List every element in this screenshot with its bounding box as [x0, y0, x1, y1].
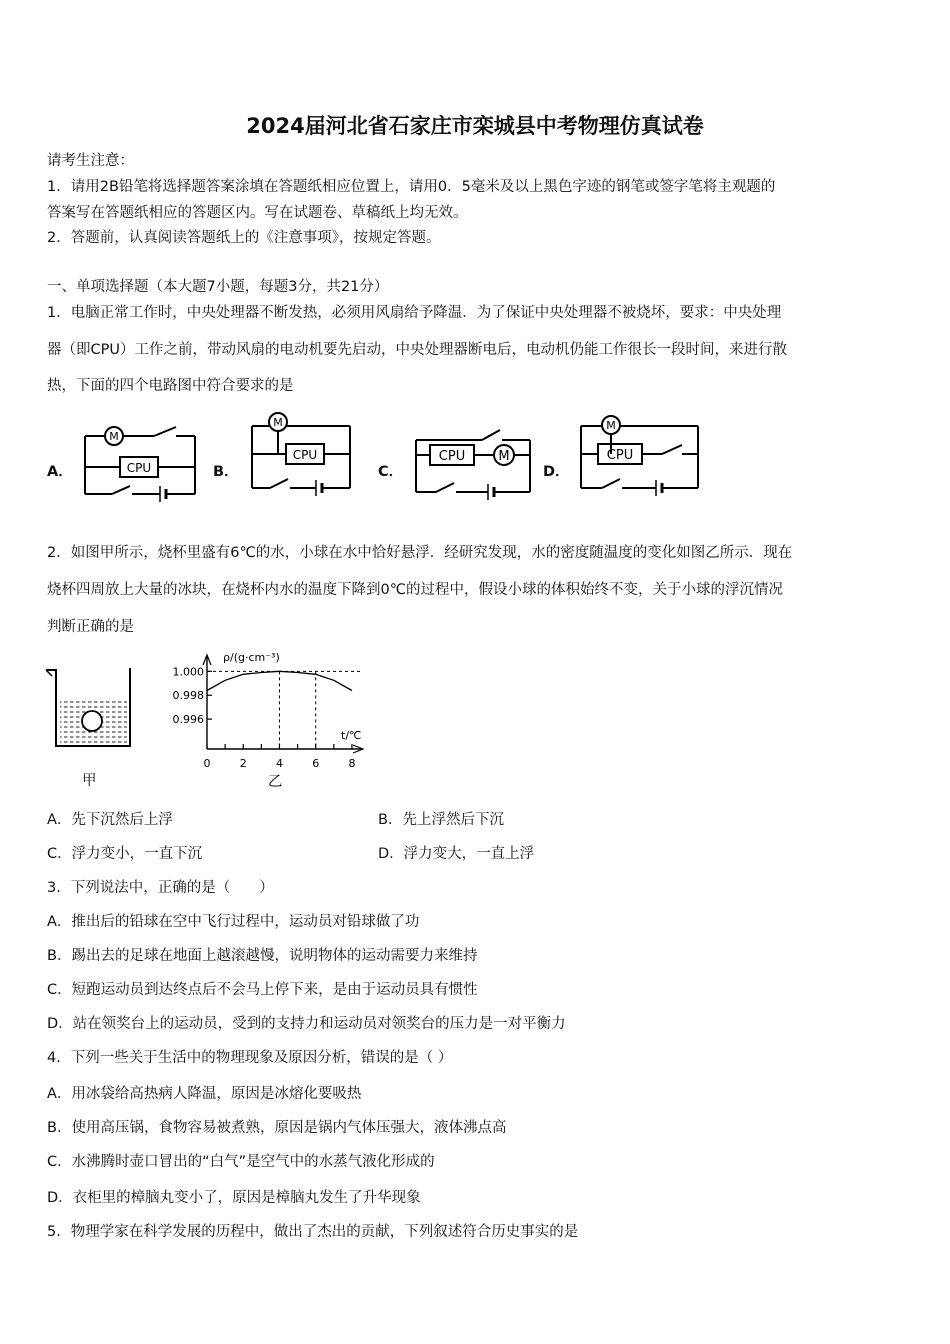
q4-option-c: C．水沸腾时壶口冒出的“白气”是空气中的水蒸气液化形成的: [47, 1154, 435, 1170]
notice-heading: 请考生注意：: [47, 153, 134, 169]
notice-line-3: 2．答题前，认真阅读答题纸上的《注意事项》，按规定答题。: [47, 230, 441, 246]
x-tick-label: 8: [348, 757, 356, 770]
svg-text:M: M: [606, 419, 616, 432]
q1-line-3: 热，下面的四个电路图中符合要求的是: [47, 378, 294, 394]
q3-stem: 3．下列说法中，正确的是（ ）: [47, 880, 274, 896]
circuit-a-diagram: [78, 422, 202, 502]
q5-stem: 5．物理学家在科学发展的历程中，做出了杰出的贡献，下列叙述符合历史事实的是: [47, 1224, 579, 1240]
q4-stem: 4．下列一些关于生活中的物理现象及原因分析，错误的是（ ）: [47, 1050, 453, 1066]
notice-line-1: 1．请用2B铅笔将选择题答案涂填在答题纸相应位置上，请用0．5毫米及以上黑色字迹的钢笔或签字笔将主观题的: [47, 179, 776, 195]
q2-option-d: D．浮力变大，一直上浮: [378, 846, 535, 862]
q3-option-a: A．推出后的铅球在空中飞行过程中，运动员对铅球做了功: [47, 914, 420, 930]
q1-line-1: 1．电脑正常工作时，中央处理器不断发热，必须用风扇给予降温．为了保证中央处理器不被烧坏，要求：中央处理: [47, 305, 782, 321]
q1-option-d-label: D．: [543, 464, 570, 480]
q2-option-c: C．浮力变小，一直下沉: [47, 846, 203, 862]
q4-option-a: A．用冰袋给高热病人降温，原因是冰熔化要吸热: [47, 1086, 362, 1102]
svg-text:CPU: CPU: [606, 448, 634, 463]
x-axis-label: t/℃: [341, 729, 362, 742]
q4-option-d: D．衣柜里的樟脑丸变小了，原因是樟脑丸发生了升华现象: [47, 1190, 421, 1206]
motor-label: M: [109, 430, 119, 443]
svg-text:M: M: [273, 416, 283, 429]
density-chart: [165, 645, 375, 780]
q2-line-1: 2．如图甲所示，烧杯里盛有6℃的水，小球在水中恰好悬浮．经研究发现，水的密度随温度的变化如图乙所示．现在: [47, 545, 793, 561]
x-tick-label: 2: [239, 757, 247, 770]
q2-option-a: A．先下沉然后上浮: [47, 812, 173, 828]
x-tick-label: 4: [275, 757, 283, 770]
q4-option-b: B．使用高压锅，食物容易被煮熟，原因是锅内气体压强大，液体沸点高: [47, 1120, 507, 1136]
x-tick-label: 0: [203, 757, 211, 770]
svg-text:CPU: CPU: [438, 449, 466, 464]
exam-title: 2024届河北省石家庄市栾城县中考物理仿真试卷: [246, 114, 704, 138]
y-axis-label: ρ/(g·cm⁻³): [223, 651, 280, 664]
y-tick-label: 0.998: [172, 689, 204, 703]
notice-line-2: 答案写在答题纸相应的答题区内。写在试题卷、草稿纸上均无效。: [47, 205, 468, 221]
q1-line-2: 器（即CPU）工作之前，带动风扇的电动机要先启动，中央处理器断电后，电动机仍能工作很长一段时间，来进行散: [47, 342, 787, 358]
q2-line-2: 烧杯四周放上大量的冰块，在烧杯内水的温度下降到0℃的过程中，假设小球的体积始终不变，关于小球的浮沉情况: [47, 582, 784, 598]
y-tick-label: 0.996: [172, 713, 204, 727]
figure-jia-label: 甲: [82, 773, 97, 789]
figure-yi-label: 乙: [268, 774, 283, 790]
section-heading: 一、单项选择题（本大题7小题，每题3分，共21分）: [47, 279, 389, 295]
q3-option-b: B．踢出去的足球在地面上越滚越慢，说明物体的运动需要力来维持: [47, 948, 478, 964]
cpu-label: CPU: [126, 461, 152, 475]
ball: [82, 711, 102, 731]
q3-option-c: C．短跑运动员到达终点后不会马上停下来，是由于运动员具有惯性: [47, 982, 478, 998]
q1-option-b-label: B．: [213, 464, 239, 480]
circuit-b-diagram: [244, 408, 358, 498]
y-tick-label: 1.000: [172, 665, 204, 679]
q1-option-c-label: C．: [378, 464, 404, 480]
svg-text:M: M: [498, 449, 510, 464]
q2-option-b: B．先上浮然后下沉: [378, 812, 504, 828]
svg-text:CPU: CPU: [292, 448, 318, 462]
beaker-figure: [40, 660, 140, 752]
x-tick-label: 6: [312, 757, 320, 770]
q3-option-d: D．站在领奖台上的运动员，受到的支持力和运动员对领奖台的压力是一对平衡力: [47, 1016, 566, 1032]
q2-line-3: 判断正确的是: [47, 619, 134, 635]
circuit-c-diagram: [410, 418, 536, 502]
circuit-d-diagram: [574, 408, 706, 498]
q1-option-a-label: A．: [47, 464, 73, 480]
